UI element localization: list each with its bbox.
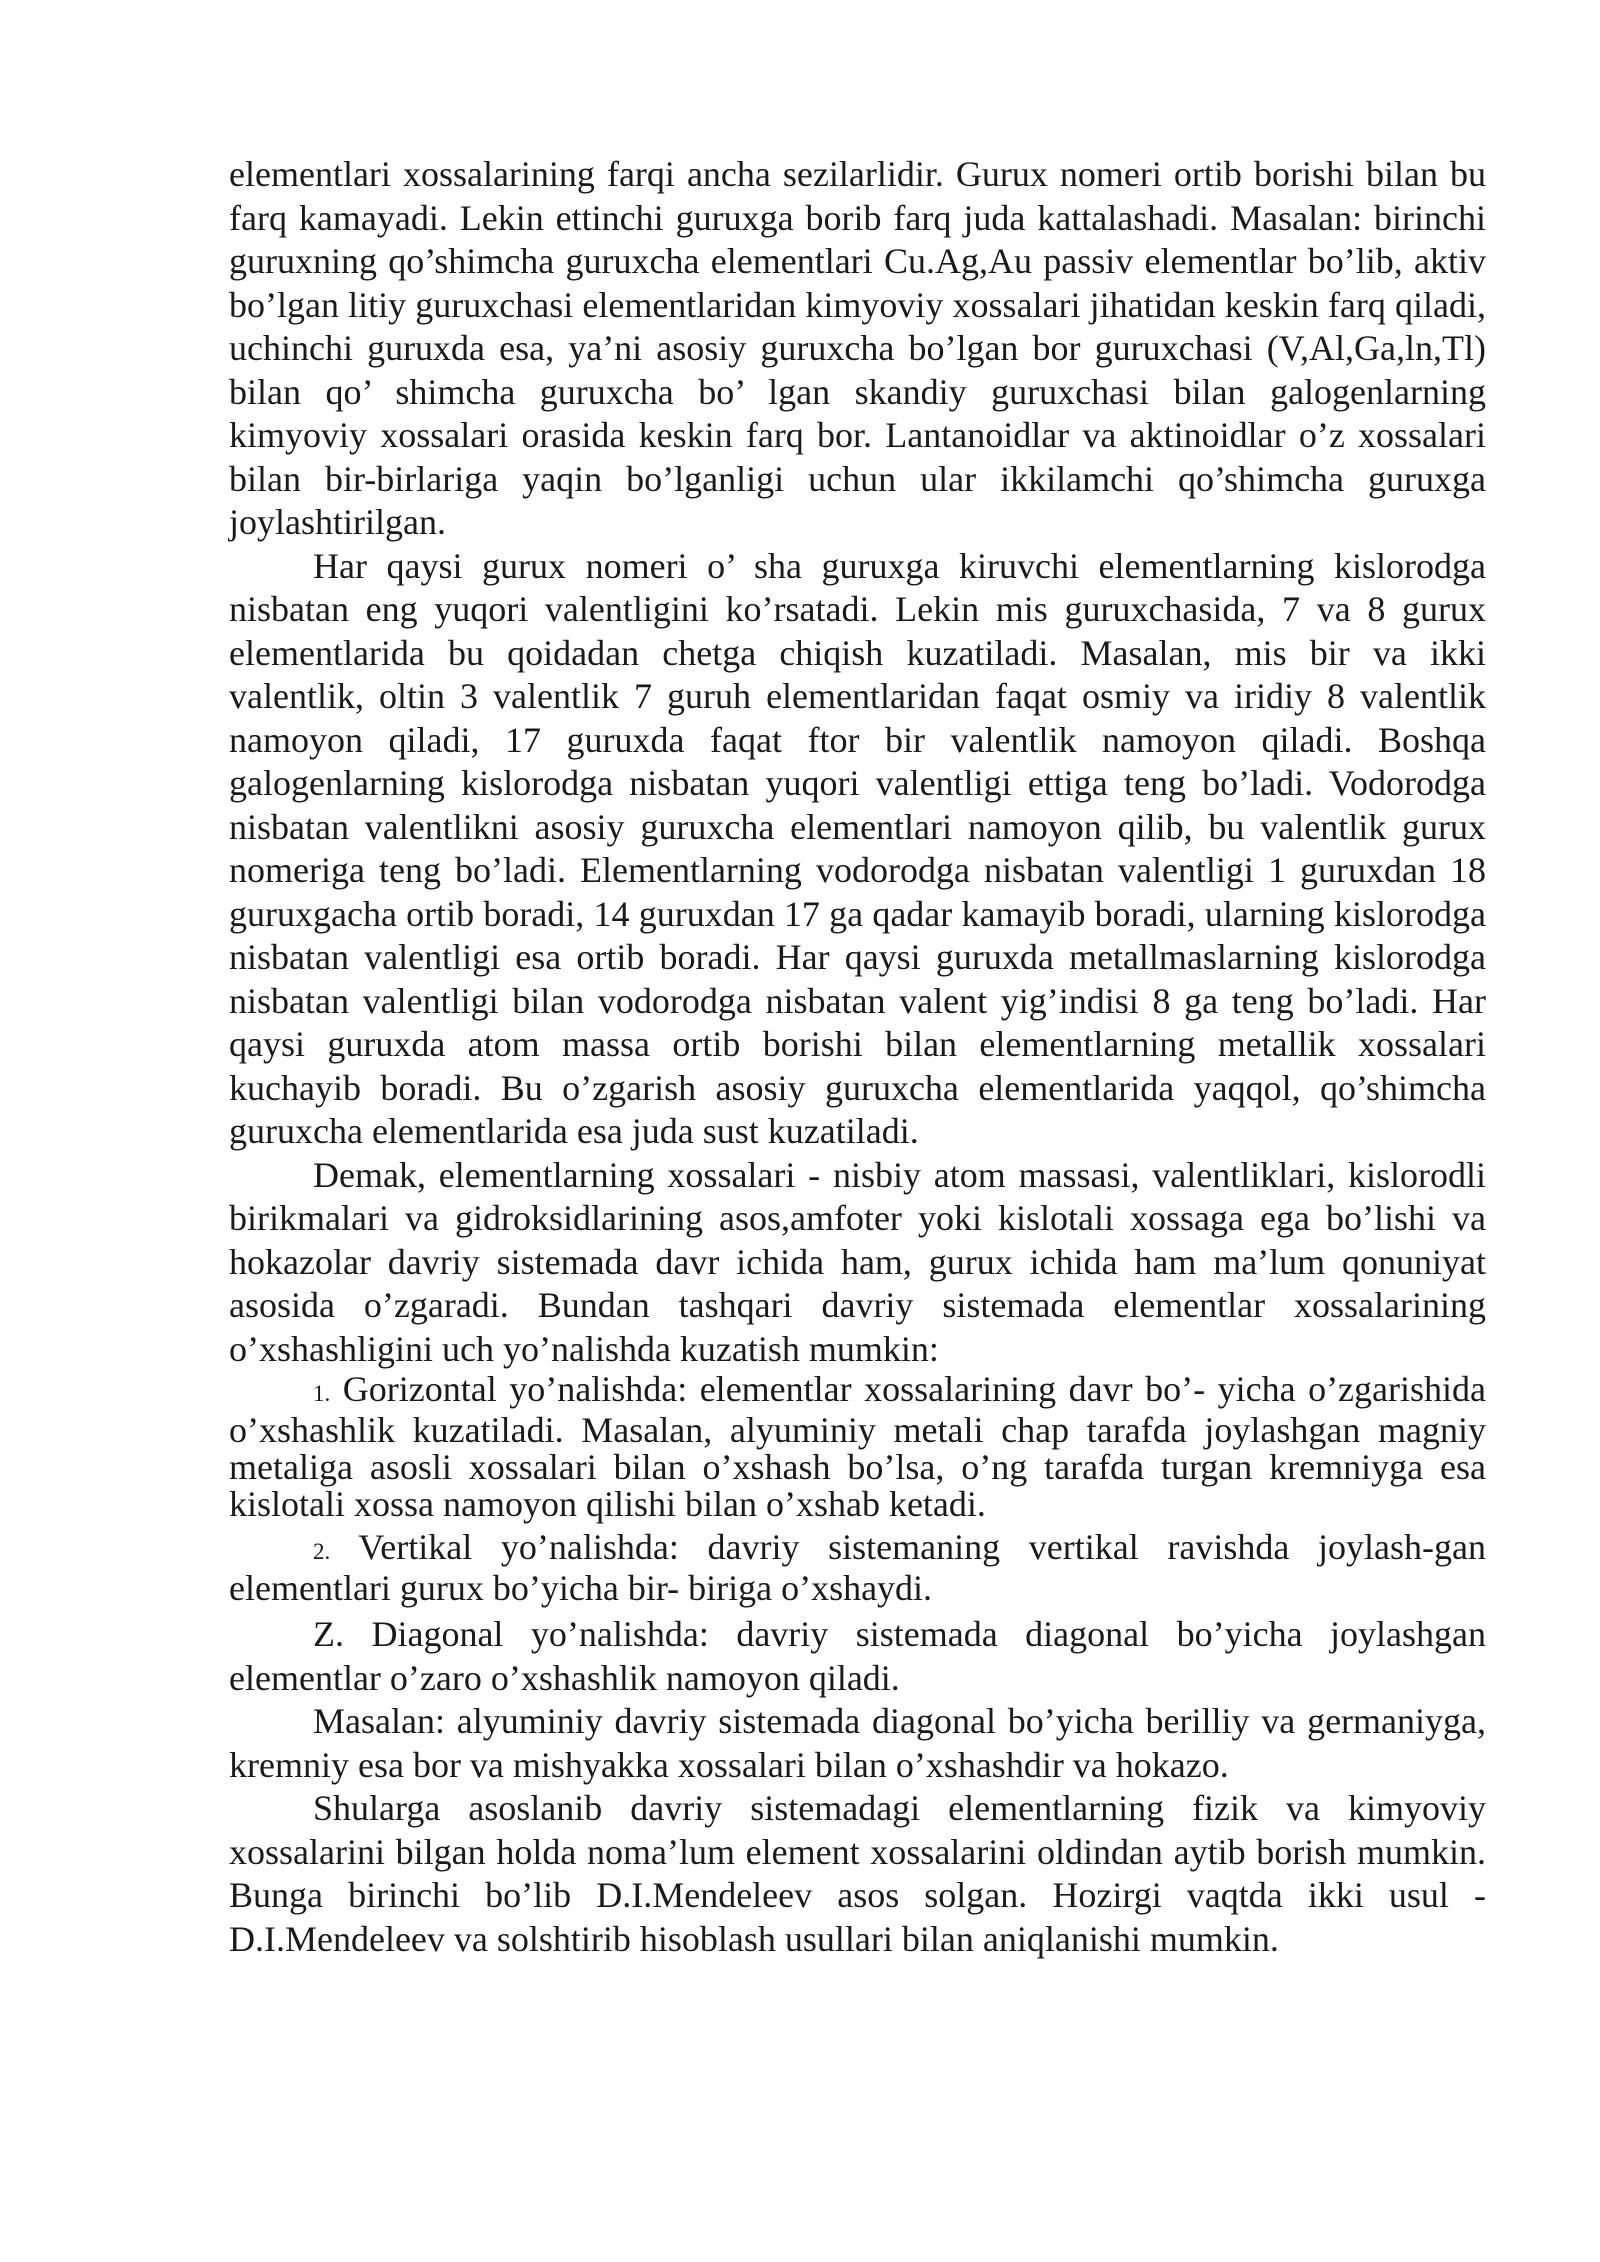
list-text-2: Vertikal yo’nalishda: davriy sistemaning vertikal ravishda joylash-gan elementlari gurux bo’yicha bir- biriga o’xshaydi.: [229, 1527, 1486, 1608]
paragraph-conclusion: Shularga asoslanib davriy sistemadagi elementlarning fizik va kimyoviy xossalarini bilgan holda noma’lum element xossalarini oldindan aytib borish mumkin. Bunga birinchi bo’lib D.I.Mendeleev asos solgan. Hozirgi vaqtda ikki usul - D.I.Mendeleev va solshtirib hisoblash usullari bilan aniqlanishi mumkin.: [229, 1788, 1486, 1959]
paragraph-diagonal: Z. Diagonal yo’nalishda: davriy sistemada diagonal bo’yicha joylashgan elementlar o’zaro o’xshashlik namoyon qiladi.: [229, 1614, 1486, 1698]
document-page: [229, 153, 1486, 1961]
list-number-1: 1.: [313, 1381, 331, 1406]
list-item-2: [229, 1529, 1486, 1607]
paragraph-3: Demak, elementlarning xossalari - nisbiy atom massasi, valentliklari, kislorodli birikmalari va gidroksidlarining asos,amfoter yoki kislotali xossaga ega bo’lishi va hokazolar davriy sistemada davr ichida ham, gurux ichida ham ma’lum qonuniyat asosida o’zgaradi. Bundan tashqari davriy sistemada elementlar xossalarining o’xshashligini uch yo’nalishda kuzatish mumkin:: [229, 1154, 1486, 1369]
list-number-2: 2.: [313, 1539, 331, 1564]
list-item-1: [229, 1371, 1486, 1523]
paragraph-example: Masalan: alyuminiy davriy sistemada diagonal bo’yicha berilliy va germaniyga, kremniy esa bor va mishyakka xossalari bilan o’xshashdir va hokazo.: [229, 1701, 1486, 1785]
list-text-1: Gorizontal yo’nalishda: elementlar xossalarining davr bo’- yicha o’zgarishida o’xshashlik kuzatiladi. Masalan, alyuminiy metali chap tarafda joylashgan magniy metaliga asosli xossalari bilan o’xshash bo’lsa, o’ng tarafda turgan kremniyga esa kislotali xossa namoyon qilishi bilan o’xshab ketadi.: [229, 1369, 1486, 1524]
paragraph-2: Har qaysi gurux nomeri o’ sha guruxga kiruvchi elementlarning kislorodga nisbatan eng yuqori valentligini ko’rsatadi. Lekin mis guruxchasida, 7 va 8 gurux elementlarida bu qoidadan chetga chiqish kuzatiladi. Masalan, mis bir va ikki valentlik, oltin 3 valentlik 7 guruh elementlaridan faqat osmiy va iridiy 8 valentlik namoyon qiladi, 17 guruxda faqat ftor bir valentlik namoyon qiladi. Boshqa galogenlarning kislorodga nisbatan yuqori valentligi ettiga teng bo’ladi. Vodorodga nisbatan valentlikni asosiy guruxcha elementlari namoyon qilib, bu valentlik gurux nomeriga teng bo’ladi. Elementlarning vodorodga nisbatan valentligi 1 guruxdan 18 guruxgacha ortib boradi, 14 guruxdan 17 ga qadar kamayib boradi, ularning kislorodga nisbatan valentligi esa ortib boradi. Har qaysi guruxda metallmaslarning kislorodga nisbatan valentligi bilan vodorodga nisbatan valent yig’indisi 8 ga teng bo’ladi. Har qaysi guruxda atom massa ortib borishi bilan elementlarning metallik xossalari kuchayib boradi. Bu o’zgarish asosiy guruxcha elementlarida yaqqol, qo’shimcha guruxcha elementlarida esa juda sust kuzatiladi.: [229, 545, 1486, 1151]
paragraph-1: elementlari xossalarining farqi ancha sezilarlidir. Gurux nomeri ortib borishi bilan bu farq kamayadi. Lekin ettinchi guruxga borib farq juda kattalashadi. Masalan: birinchi guruxning qo’shimcha guruxcha elementlari Cu.Ag,Au passiv elementlar bo’lib, aktiv bo’lgan litiy guruxchasi elementlaridan kimyoviy xossalari jihatidan keskin farq qiladi, uchinchi guruxda esa, ya’ni asosiy guruxcha bo’lgan bor guruxchasi (V,Al,Ga,ln,Tl) bilan qo’ shimcha guruxcha bo’ lgan skandiy guruxchasi bilan galogenlarning kimyoviy xossalari orasida keskin farq bor. Lantanoidlar va aktinoidlar o’z xossalari bilan bir-birlariga yaqin bo’lganligi uchun ular ikkilamchi qo’shimcha guruxga joylashtirilgan.: [229, 154, 1486, 542]
